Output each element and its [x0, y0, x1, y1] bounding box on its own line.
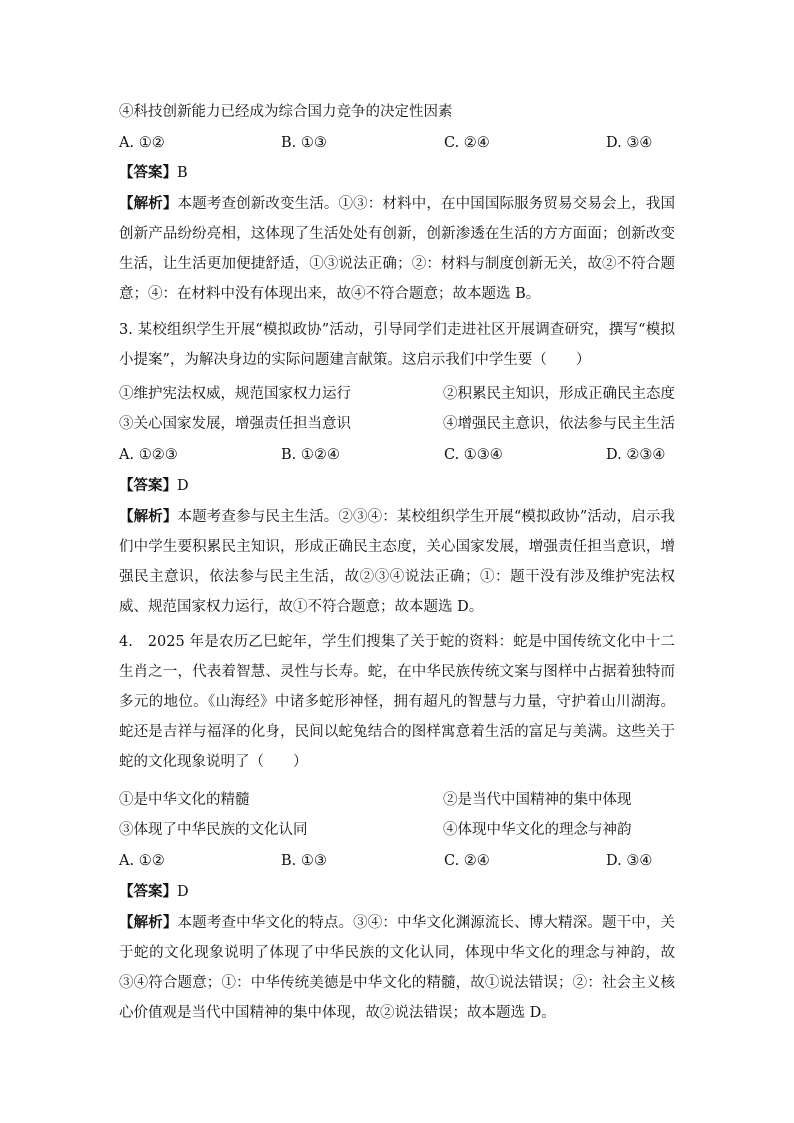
q2-options: [119, 133, 679, 153]
q4-answer-value: D: [177, 884, 189, 900]
q4-options: [119, 851, 679, 871]
q3-answer: [119, 476, 189, 496]
q3-statements-row-1: [119, 384, 679, 404]
q3-statements-row-2: [119, 414, 679, 434]
q3-analysis: [119, 502, 675, 622]
q4-statement-4: ④体现中华文化的理念与神韵: [443, 822, 632, 838]
q2-answer-label: 【答案】: [119, 164, 177, 181]
q2-option-b: B. ①③: [281, 135, 327, 151]
q2-analysis-text: 本题考查创新改变生活。①③：材料中，在中国国际服务贸易交易会上，我国创新产品纷纷亮相，这体现了生活处处有创新，创新渗透在生活的方方面面；创新改变生活，让生活更加便捷舒适，①③说法正确；②：材料与制度创新无关，故②不符合题意；④：在材料中没有体现出来，故④不符合题意；故本题选 B。: [119, 196, 676, 302]
q4-option-d: D. ③④: [606, 853, 653, 869]
q3-statement-3: ③关心国家发展，增强责任担当意识: [119, 416, 351, 432]
q2-analysis-label: 【解析】: [119, 195, 178, 212]
q3-option-b: B. ①②④: [281, 447, 340, 463]
q2-option-c: C. ②④: [444, 135, 490, 151]
q4-statements-row-2: [119, 820, 679, 840]
q3-statement-2: ②积累民主知识，形成正确民主态度: [443, 386, 675, 402]
q3-options: [119, 445, 679, 465]
q2-option-d: D. ③④: [606, 135, 653, 151]
q4-statements-row-1: [119, 790, 679, 810]
q4-statement-2: ②是当代中国精神的集中体现: [443, 792, 632, 808]
q4-option-c: C. ②④: [444, 853, 490, 869]
q3-answer-value: D: [177, 478, 189, 494]
q3-option-c: C. ①③④: [444, 447, 503, 463]
q4-analysis-text: 本题考查中华文化的特点。③④：中华文化渊源流长、博大精深。题干中，关于蛇的文化现象说明了体现了中华民族的文化认同，体现中华文化的理念与神韵，故③④符合题意；①：中华传统美德是中华文化的精髓，故①说法错误；②：社会主义核心价值观是当代中国精神的集中体现，故②说法错误；故本题选 D。: [119, 915, 676, 1021]
q4-analysis: [119, 908, 675, 1028]
q3-analysis-label: 【解析】: [119, 508, 178, 525]
q2-analysis: [119, 189, 675, 309]
q4-statement-3: ③体现了中华民族的文化认同: [119, 822, 308, 838]
q2-statement-4: ④科技创新能力已经成为综合国力竞争的决定性因素: [119, 104, 453, 120]
q4-option-a: A. ①②: [119, 853, 165, 869]
q4-answer-label: 【答案】: [119, 883, 177, 900]
q3-stem: 3. 某校组织学生开展“模拟政协”活动，引导同学们走进社区开展调查研究，撰写“模拟小提案”，为解决身边的实际问题建言献策。这启示我们中学生要（ ）: [119, 322, 675, 368]
q3-statement-1: ①维护宪法权威，规范国家权力运行: [119, 386, 351, 402]
q3-analysis-text: 本题考查参与民主生活。②③④：某校组织学生开展“模拟政协”活动，启示我们中学生要积累民主知识，形成正确民主态度，关心国家发展，增强责任担当意识，增强民主意识，依法参与民主生活，故②③④说法正确；①：题干没有涉及维护宪法权威、规范国家权力运行，故①不符合题意；故本题选 D。: [119, 509, 676, 615]
q2-answer-value: B: [177, 165, 188, 181]
q4-analysis-label: 【解析】: [119, 914, 178, 931]
q4-statement-1: ①是中华文化的精髓: [119, 792, 250, 808]
q4-answer: [119, 882, 189, 902]
q2-answer: [119, 163, 188, 183]
q3-option-a: A. ①②③: [119, 447, 178, 463]
q3-option-d: D. ②③④: [606, 447, 666, 463]
q2-option-a: A. ①②: [119, 135, 165, 151]
q4-stem: 4. 2025 年是农历乙巳蛇年，学生们搜集了关于蛇的资料：蛇是中国传统文化中十二生肖之一，代表着智慧、灵性与长寿。蛇，在中华民族传统文案与图样中占据着独特而多元的地位。《山海经》中诸多蛇形神怪，拥有超凡的智慧与力量，守护着山川湖海。蛇还是吉祥与福泽的化身，民间以蛇兔结合的图样寓意着生活的富足与美满。这些关于蛇的文化现象说明了（ ）: [119, 634, 675, 770]
q3-answer-label: 【答案】: [119, 477, 177, 494]
q4-option-b: B. ①③: [281, 853, 327, 869]
q3-statement-4: ④增强民主意识，依法参与民主生活: [443, 416, 675, 432]
